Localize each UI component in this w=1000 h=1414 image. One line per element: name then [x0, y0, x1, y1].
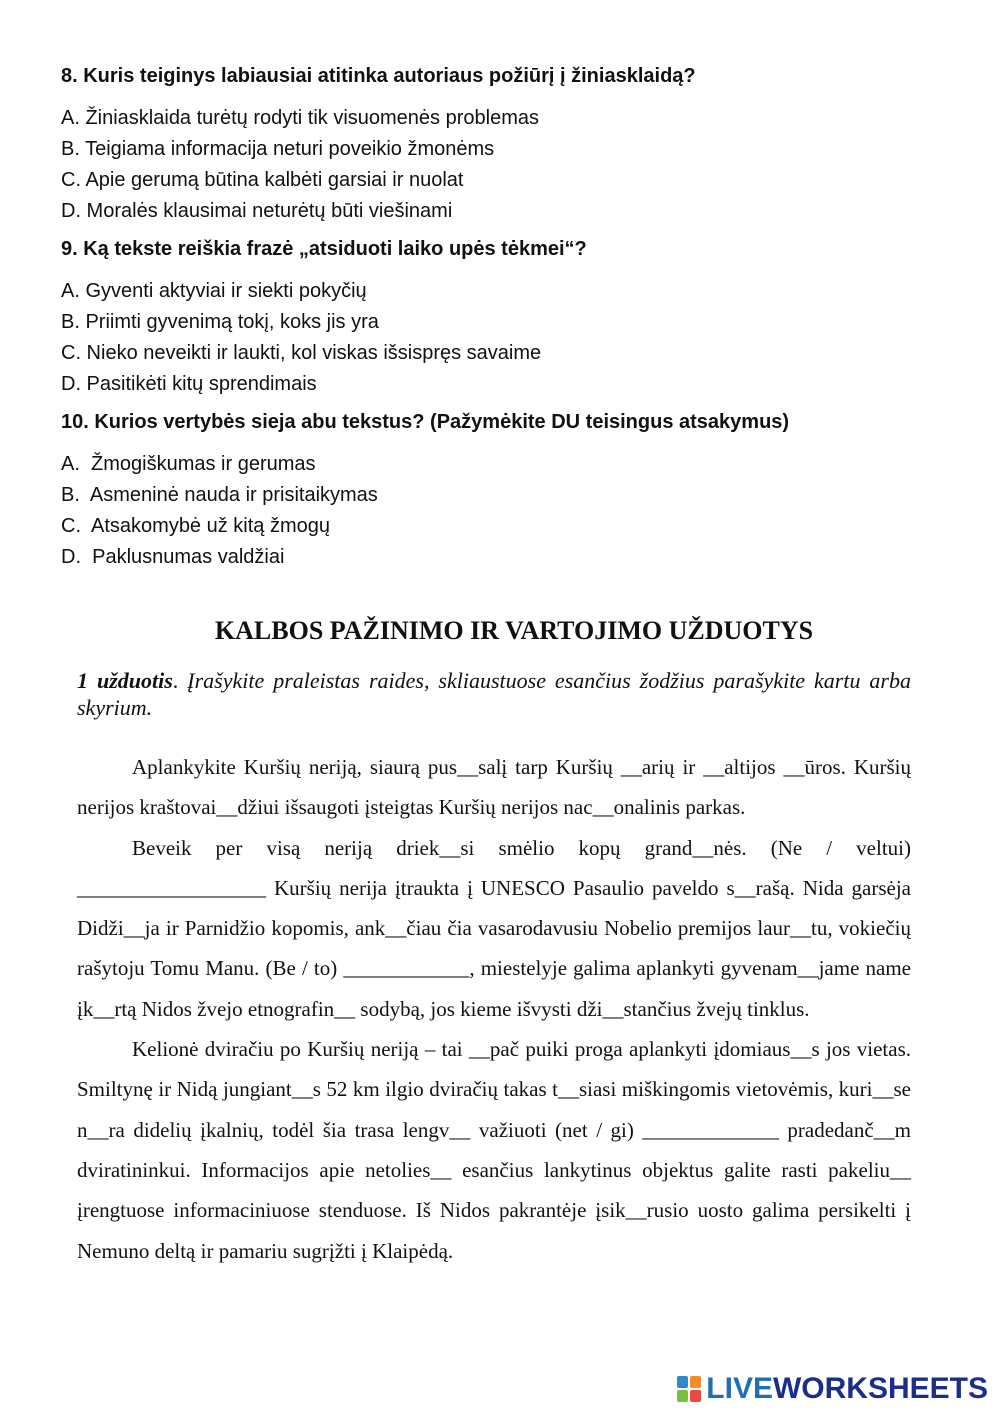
question-9 — [61, 235, 961, 400]
task-punctuation: . — [172, 668, 188, 693]
answer-option[interactable]: B. Asmeninė nauda ir prisitaikymas — [61, 484, 378, 506]
answer-option[interactable]: B. Priimti gyvenimą tokį, koks jis yra — [61, 311, 379, 333]
task-instruction-text: Įrašykite praleistas raides, skliaustuose esančius žodžius parašykite kartu arba skyrium. — [77, 668, 911, 720]
question-8 — [61, 62, 961, 227]
liveworksheets-brand — [676, 1374, 988, 1404]
answer-option[interactable]: D. Paklusnumas valdžiai — [61, 546, 285, 568]
liveworksheets-logo-icon — [676, 1375, 702, 1403]
question-title: 10. Kurios vertybės sieja abu tekstus? (Pažymėkite DU teisingus atsakymus) — [61, 411, 790, 433]
answer-option[interactable]: D. Moralės klausimai neturėtų būti viešinami — [61, 200, 453, 222]
question-title: 9. Ką tekste reiškia frazė „atsiduoti laiko upės tėkmei“? — [61, 238, 587, 260]
answer-option[interactable]: C. Atsakomybė už kitą žmogų — [61, 515, 331, 537]
question-10 — [61, 408, 961, 573]
section-title: KALBOS PAŽINIMO IR VARTOJIMO UŽDUOTYS — [214, 616, 814, 645]
answer-option[interactable]: C. Nieko neveikti ir laukti, kol viskas išsispręs savaime — [61, 342, 542, 364]
task-label: 1 užduotis — [77, 668, 173, 693]
question-title: 8. Kuris teiginys labiausiai atitinka autoriaus požiūrį į žiniasklaidą? — [61, 65, 696, 87]
answer-option[interactable]: A. Gyventi aktyviai ir siekti pokyčių — [61, 280, 367, 302]
answer-option[interactable]: B. Teigiama informacija neturi poveikio žmonėms — [61, 138, 495, 160]
answer-option[interactable]: C. Apie gerumą būtina kalbėti garsiai ir nuolat — [61, 169, 464, 191]
answer-option[interactable]: D. Pasitikėti kitų sprendimais — [61, 373, 317, 395]
answer-option[interactable]: A. Žiniasklaida turėtų rodyti tik visuomenės problemas — [61, 107, 539, 129]
passage-paragraph: Kelionė dviračiu po Kuršių neriją – tai __pač puiki proga aplankyti įdomiaus__s jos vietas. Smiltynę ir Nidą jungiant__s 52 km ilgio dviračių takas t__siasi miškingomis vietovėmis, kuri__se n__ra didelių įkalnių, todėl šia trasa lengv__ važiuoti (net / gi) _____________ pradedanč__m dviratininkui. Informacijos apie netolies__ esančius lankytinus objektus galite rasti pakeliu__ įrengtuose informaciniuose stenduose. Iš Nidos pakrantėje įsik__rusio uosto galima persikelti į Nemuno deltą ir pamariu sugrįžti į Klaipėdą. — [77, 1037, 911, 1263]
fill-in-passage — [77, 747, 911, 1271]
brand-wordmark: LIVEWORKSHEETS — [706, 1372, 988, 1405]
passage-paragraph: Beveik per visą neriją driek__si smėlio kopų grand__nės. (Ne / veltui) __________________ Kuršių nerija įtraukta į UNESCO Pasaulio paveldo s__rašą. Nida garsėja Didži__ja ir Parnidžio kopomis, ank__čiau čia vasarodavusiu Nobelio premijos laur__tu, vokiečių rašytoju Tomu Manu. (Be / to) ____________, miestelyje galima aplankyti gyvenam__jame name įk__rtą Nidos žvejo etnografin__ sodybą, jos kieme išvysti dži__stančius žvejų tinklus. — [77, 835, 911, 1021]
questions-section — [61, 62, 961, 573]
passage-paragraph: Aplankykite Kuršių neriją, siaurą pus__salį tarp Kuršių __arių ir __altijos __ūros. Kuršių nerijos kraštovai__džiui išsaugoti įsteigtas Kuršių nerijos nac__onalinis parkas. — [77, 755, 911, 820]
task-instruction — [77, 667, 911, 721]
answer-option[interactable]: A. Žmogiškumas ir gerumas — [61, 453, 316, 475]
